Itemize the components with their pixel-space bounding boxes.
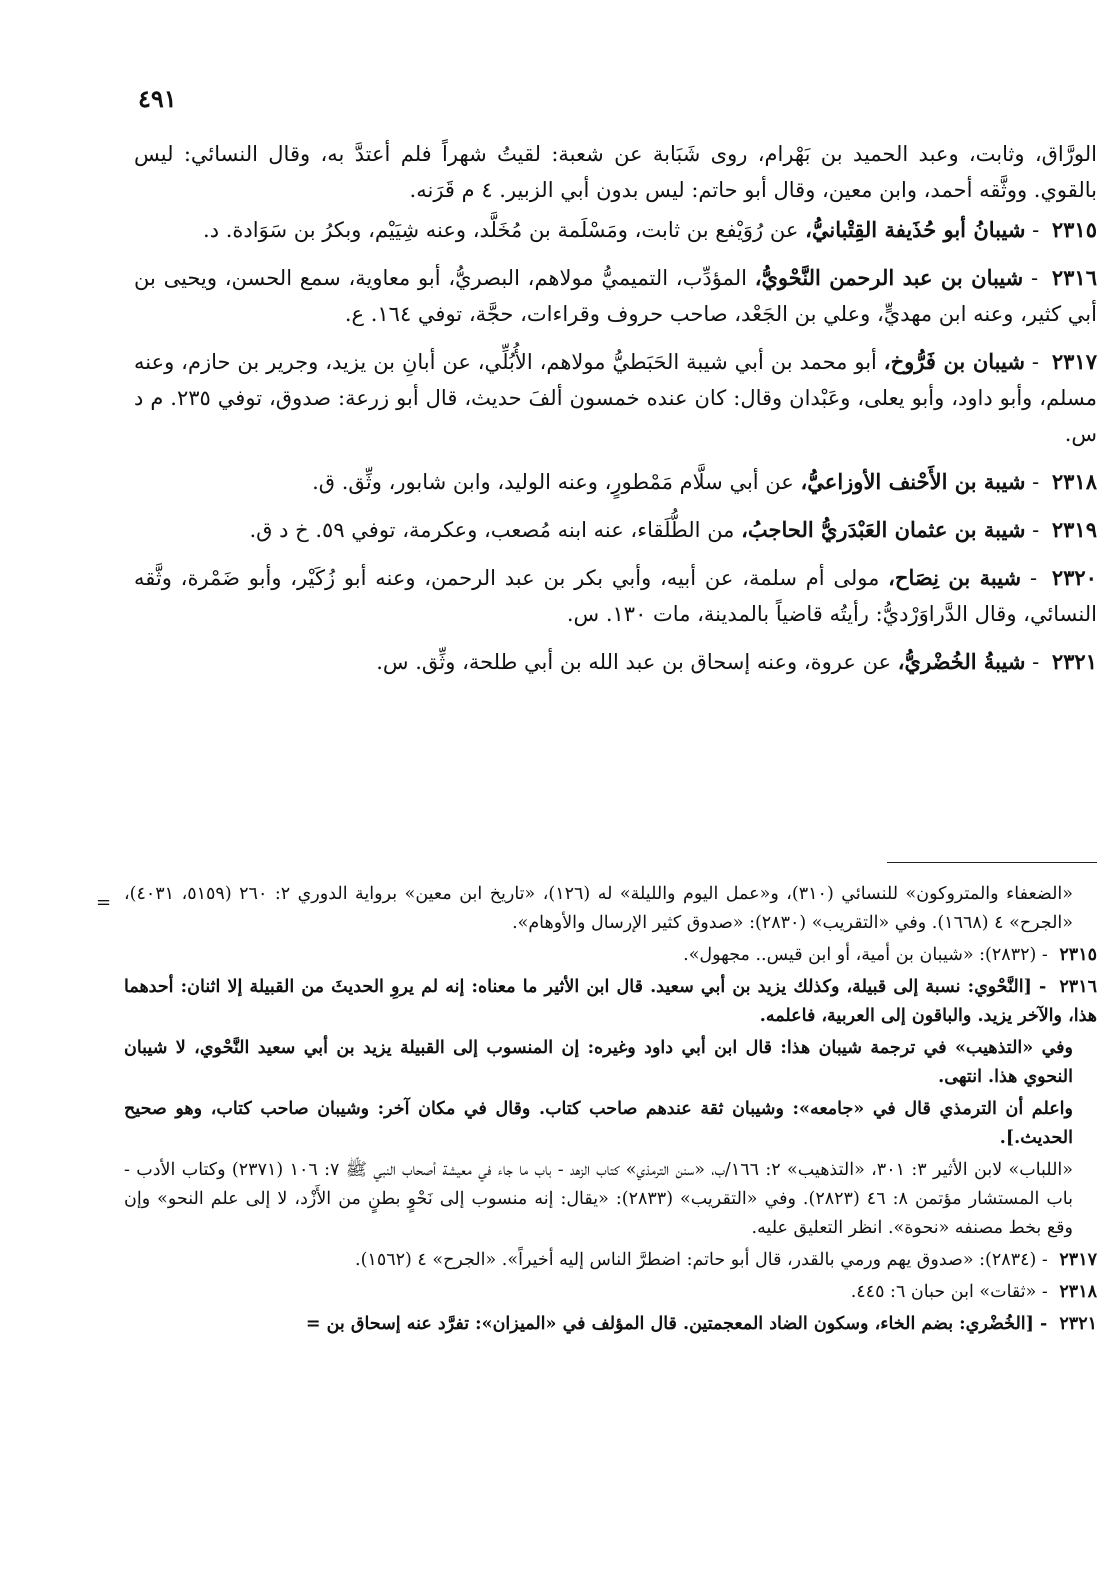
- entry-2321: ٢٣٢١ - شيبةُ الخُضْريُّ، عن عروة، وعنه إسحاق بن عبد الله بن أبي طلحة، وثِّق. س.: [376, 649, 1097, 674]
- footnote-text: - [الخُضْري: بضم الخاء، وسكون الضاد المعجمتين. قال المؤلف في «الميزان»: تفرَّد عنه إسحاق بن =: [305, 1314, 1048, 1334]
- entry-name: شيبة بن نِصَاح،: [888, 565, 1022, 590]
- entry-2316: ٢٣١٦ - شيبان بن عبد الرحمن النَّحْويُّ، المؤدِّب، التميميُّ مولاهم، البصريُّ، أبو معاوية، سمع الحسن، ويحيى بن أبي كثير، وعنه ابن مهديٍّ، وعلي بن الجَعْد، صاحب حروف وقراءات، حجَّة، توفي ١٦٤. ع.: [134, 265, 1097, 326]
- continuation-mark: =: [96, 892, 112, 913]
- entry-name: شيبان بن عبد الرحمن النَّحْويُّ،: [754, 265, 1024, 290]
- entry-text: عن رُوَيْفع بن ثابت، ومَسْلَمة بن مُخَلَّد، وعنه شِيَيْم، وبكرُ بن سَوَادة. د.: [203, 218, 799, 242]
- entry-2319: ٢٣١٩ - شيبة بن عثمان العَبْدَريُّ الحاجبُ، من الطُّلَقاء، عنه ابنه مُصعب، وعكرمة، توفي ٥٩. خ د ق.: [249, 517, 1097, 542]
- footnote-divider: [887, 862, 1097, 863]
- footnotes: [124, 880, 1097, 1342]
- footnote-text: - «ثقات» ابن حبان ٦: ٤٤٥.: [850, 1282, 1048, 1302]
- entry-2317: ٢٣١٧ - شيبان بن فَرُّوخ، أبو محمد بن أبي شيبة الحَبَطيُّ مولاهم، الأُبُلِّي، عن أبانِ بن يزيد، وجرير بن حازم، وعنه مسلم، وأبو داود، وأبو يعلى، وعَبْدان وقال: كان عنده خمسون ألفَ حديث، قال أبو زرعة: صدوق، توفي ٢٣٥. م د س.: [134, 349, 1097, 446]
- footnote-number: ٢٣١٨: [1059, 1282, 1097, 1302]
- entry-text: أبو محمد بن أبي شيبة الحَبَطيُّ مولاهم، الأُبُلِّي، عن أبانِ بن يزيد، وجرير بن حازم، وعنه مسلم، وأبو داود، وأبو يعلى، وعَبْدان وقال: كان عنده خمسون ألفَ حديث، قال أبو زرعة: صدوق، توفي ٢٣٥. م د س.: [134, 350, 1097, 446]
- footnote-2316-sources: [124, 1156, 1097, 1243]
- entry-number: ٢٣١٩: [1051, 517, 1097, 542]
- footnote-text: - (٢٨٣٤): «صدوق يهم ورمي بالقدر، قال أبو حاتم: اضطرَّ الناس إليه أخيراً». «الجرح» ٤ (١٥٦٢).: [355, 1250, 1048, 1270]
- entry-number: ٢٣٢١: [1051, 649, 1097, 674]
- entry-number: ٢٣١٧: [1051, 349, 1097, 374]
- footnote-2316-tahdhib: [124, 1034, 1097, 1092]
- entry-number: ٢٣١٥: [1051, 217, 1097, 242]
- footnote-text: «الضعفاء والمتروكون» للنسائي (٣١٠)، و«عمل اليوم والليلة» له (١٢٦)، «تاريخ ابن معين» برواية الدوري ٢: ٢٦٠ (٥١٥٩، ٤٠٣١)، «الجرح» ٤ (١٦٦٨). وفي «التقريب» (٢٨٣٠): «صدوق كثير الإرسال والأوهام».: [124, 884, 1073, 933]
- entry-text: عن أبي سلَّام مَمْطورٍ، وعنه الوليد، وابن شابور، وثِّق. ق.: [312, 470, 794, 494]
- footnote-number: ٢٣٢١: [1059, 1314, 1097, 1334]
- entry-text: المؤدِّب، التميميُّ مولاهم، البصريُّ، أبو معاوية، سمع الحسن، ويحيى بن أبي كثير، وعنه ابن مهديٍّ، وعلي بن الجَعْد، صاحب حروف وقراءات، حجَّة، توفي ١٦٤. ع.: [134, 266, 1097, 326]
- entry-text: مولى أم سلمة، عن أبيه، وأبي بكر بن عبد الرحمن، وعنه أبو زُكَيْر، وأبو ضَمْرة، وثَّقه النسائي، وقال الدَّراوَرْديُّ: رأيتُه قاضياً بالمدينة، مات ١٣٠. س.: [134, 566, 1097, 626]
- footnote-text: «اللباب» لابن الأثير ٣: ٣٠١، «التذهيب» ٢: ١٦٦/ب، «سنن الترمذي» كتاب الزهد - باب ما جاء في معيشة أصحاب النبي ﷺ ٧: ١٠٦ (٢٣٧١) وكتاب الأدب - باب المستشار مؤتمن ٨: ٤٦ (٢٨٢٣). وفي «التقريب» (٢٨٣٣): «يقال: إنه منسوب إلى نَحْوٍ بطنٍ من الأَزْد، لا إلى علم النحو» وإن وقع بخط مصنفه «نحوة». انظر التعليق عليه.: [124, 1160, 1074, 1238]
- main-text: [134, 136, 1097, 692]
- entry-text: عن عروة، وعنه إسحاق بن عبد الله بن أبي طلحة، وثِّق. س.: [376, 650, 892, 674]
- footnote-text: - [النَّحْوي: نسبة إلى قبيلة، وكذلك يزيد بن أبي سعيد. قال ابن الأثير ما معناه: إنه لم يروِ الحديثَ من القبيلة إلا اثنان: أحدهما هذا، والآخر يزيد. والباقون إلى العربية، فاعلمه.: [124, 977, 1097, 1026]
- entry-2315: ٢٣١٥ - شيبانُ أبو حُذَيفة القِتْبانيُّ، عن رُوَيْفع بن ثابت، ومَسْلَمة بن مُخَلَّد، وعنه شِيَيْم، وبكرُ بن سَوَادة. د.: [203, 217, 1097, 242]
- footnote-continuation: [124, 880, 1097, 938]
- page-number: ٤٩١: [138, 84, 177, 113]
- entry-name: شيبةُ الخُضْريُّ،: [897, 649, 1026, 674]
- footnote-number: ٢٣١٧: [1059, 1250, 1097, 1270]
- footnote-2318: [124, 1278, 1097, 1307]
- entry-text: من الطُّلَقاء، عنه ابنه مُصعب، وعكرمة، توفي ٥٩. خ د ق.: [249, 518, 735, 542]
- footnote-text: - (٢٨٣٢): «شيبان بن أمية، أو ابن قيس.. مجهول».: [683, 945, 1048, 965]
- entry-name: شيبة بن الأَحْنف الأوزاعيُّ،: [800, 469, 1026, 494]
- entry-name: شيبة بن عثمان العَبْدَريُّ الحاجبُ،: [741, 517, 1026, 542]
- entry-number: ٢٣١٨: [1051, 469, 1097, 494]
- entry-number: ٢٣١٦: [1051, 265, 1097, 290]
- footnote-2317: [124, 1246, 1097, 1275]
- footnote-2316-tirmidhi: [124, 1095, 1097, 1153]
- entry-number: ٢٣٢٠: [1051, 565, 1097, 590]
- footnote-text: وفي «التذهيب» في ترجمة شيبان هذا: قال ابن أبي داود وغيره: إن المنسوب إلى القبيلة يزيد بن أبي سعيد النَّحْوي، لا شيبان النحوي هذا. انتهى.: [124, 1038, 1073, 1087]
- entry-name: شيبان بن فَرُّوخ،: [883, 349, 1025, 374]
- footnote-text: واعلم أن الترمذي قال في «جامعه»: وشيبان ثقة عندهم صاحب كتاب. وقال في مكان آخر: وشيبان صاحب كتاب، وهو صحيح الحديث.].: [124, 1099, 1073, 1148]
- footnote-number: ٢٣١٦: [1059, 977, 1098, 997]
- footnote-2315: [124, 941, 1097, 970]
- entry-2318: ٢٣١٨ - شيبة بن الأَحْنف الأوزاعيُّ، عن أبي سلَّام مَمْطورٍ، وعنه الوليد، وابن شابور، وثِّق. ق.: [312, 469, 1097, 494]
- continuation-paragraph: الورَّاق، وثابت، وعبد الحميد بن بَهْرام، روى شَبَابة عن شعبة: لقيتُ شهراً فلم أعتدَّ به، وقال النسائي: ليس بالقوي. ووثَّقه أحمد، وابن معين، وقال أبو حاتم: ليس بدون أبي الزبير. ٤ م قَرَنه.: [134, 142, 1097, 202]
- entry-2320: ٢٣٢٠ - شيبة بن نِصَاح، مولى أم سلمة، عن أبيه، وأبي بكر بن عبد الرحمن، وعنه أبو زُكَيْر، وأبو ضَمْرة، وثَّقه النسائي، وقال الدَّراوَرْديُّ: رأيتُه قاضياً بالمدينة، مات ١٣٠. س.: [134, 565, 1097, 626]
- footnote-2321: [124, 1310, 1097, 1339]
- footnote-number: ٢٣١٥: [1059, 945, 1097, 965]
- entry-name: شيبانُ أبو حُذَيفة القِتْبانيُّ،: [805, 217, 1026, 242]
- footnote-2316: [124, 973, 1097, 1031]
